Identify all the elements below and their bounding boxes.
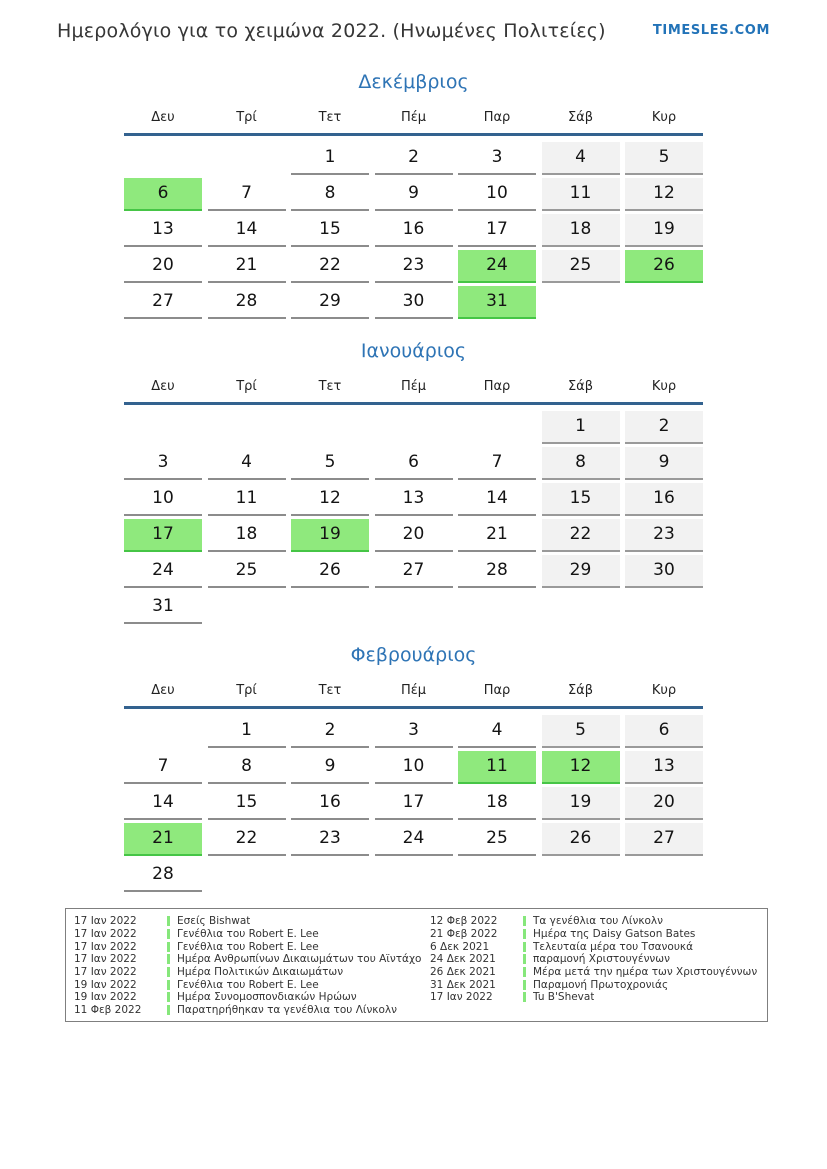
weekday-header-row — [124, 683, 703, 699]
day-cell-normal: 16 — [375, 214, 453, 247]
legend-date: 17 Ιαν 2022 — [74, 953, 137, 966]
empty-cell — [124, 142, 202, 175]
legend-holiday-title: παραμονή Χριστουγέννων — [533, 953, 670, 966]
empty-cell — [208, 591, 286, 624]
weekday-label: Τρί — [236, 683, 257, 698]
holiday-marker-icon — [523, 980, 526, 990]
weekday-header-row — [124, 110, 703, 126]
day-cell-normal: 14 — [208, 214, 286, 247]
holiday-legend — [65, 908, 768, 1022]
legend-holiday-title: Μέρα μετά την ημέρα των Χριστουγέννων — [533, 966, 758, 979]
legend-date: 12 Φεβ 2022 — [430, 915, 498, 928]
legend-holiday-title: Ημέρα Πολιτικών Δικαιωμάτων — [177, 966, 344, 979]
month-section-february — [124, 643, 703, 892]
month-section-january — [124, 339, 703, 624]
holiday-marker-icon — [167, 980, 170, 990]
day-cell-weekend: 27 — [625, 823, 703, 856]
day-cell-normal: 5 — [291, 447, 369, 480]
weekday-label: Κυρ — [651, 110, 677, 125]
day-cell-holiday: 24 — [458, 250, 536, 283]
holiday-marker-icon — [167, 967, 170, 977]
legend-holiday-title: Tu B'Shevat — [533, 991, 595, 1004]
empty-cell — [124, 411, 202, 444]
weekday-header-row — [124, 379, 703, 395]
day-cell-normal: 7 — [124, 751, 202, 784]
day-cell-normal: 3 — [375, 715, 453, 748]
empty-cell — [542, 859, 620, 892]
weekday-label: Τετ — [318, 379, 342, 394]
day-cell-normal: 26 — [291, 555, 369, 588]
month-title: Ιανουάριος — [360, 340, 467, 362]
legend-holiday-title: Τα γενέθλια του Λίνκολν — [533, 915, 664, 928]
weekday-label: Τετ — [318, 683, 342, 698]
legend-item — [74, 966, 430, 979]
weekday-label: Τρί — [236, 379, 257, 394]
legend-date: 26 Δεκ 2021 — [430, 966, 496, 979]
weekday-label: Δευ — [151, 683, 175, 698]
weekday-label: Πέμ — [400, 379, 427, 394]
empty-cell — [124, 715, 202, 748]
legend-holiday-title: Γενέθλια του Robert E. Lee — [177, 978, 319, 991]
day-cell-normal: 18 — [458, 787, 536, 820]
calendar-grid — [124, 142, 703, 319]
empty-cell — [208, 859, 286, 892]
weekday-label: Τετ — [318, 110, 342, 125]
day-cell-normal: 24 — [124, 555, 202, 588]
day-cell-normal: 20 — [124, 250, 202, 283]
empty-cell — [375, 859, 453, 892]
empty-cell — [375, 591, 453, 624]
weekday-label: Κυρ — [651, 683, 677, 698]
empty-cell — [458, 859, 536, 892]
day-cell-normal: 1 — [208, 715, 286, 748]
empty-cell — [625, 591, 703, 624]
legend-date: 17 Ιαν 2022 — [430, 991, 493, 1004]
legend-holiday-title: Εσείς Bishwat — [177, 915, 251, 928]
day-cell-holiday: 11 — [458, 751, 536, 784]
day-cell-normal: 18 — [208, 519, 286, 552]
day-cell-normal: 22 — [208, 823, 286, 856]
weekday-label: Παρ — [483, 683, 511, 698]
holiday-marker-icon — [523, 992, 526, 1002]
day-cell-normal: 14 — [458, 483, 536, 516]
legend-item — [74, 928, 430, 941]
day-cell-weekend: 15 — [542, 483, 620, 516]
day-cell-normal: 25 — [458, 823, 536, 856]
legend-holiday-title: Παρατηρήθηκαν τα γενέθλια του Λίνκολν — [177, 1004, 398, 1017]
month-title: Φεβρουάριος — [350, 644, 477, 666]
weekday-label: Σάβ — [567, 379, 594, 394]
day-cell-weekend: 8 — [542, 447, 620, 480]
legend-date: 19 Ιαν 2022 — [74, 991, 137, 1004]
legend-column-left — [74, 915, 430, 1021]
legend-holiday-title: Παραμονή Πρωτοχρονιάς — [533, 978, 669, 991]
day-cell-weekend: 9 — [625, 447, 703, 480]
day-cell-weekend: 23 — [625, 519, 703, 552]
holiday-marker-icon — [167, 992, 170, 1002]
holiday-marker-icon — [167, 929, 170, 939]
day-cell-weekend: 12 — [625, 178, 703, 211]
weekday-label: Παρ — [483, 379, 511, 394]
holiday-marker-icon — [167, 916, 170, 926]
legend-item — [430, 915, 759, 928]
day-cell-normal: 10 — [375, 751, 453, 784]
legend-item — [74, 953, 430, 966]
day-cell-weekend: 6 — [625, 715, 703, 748]
day-cell-normal: 9 — [375, 178, 453, 211]
day-cell-weekend: 13 — [625, 751, 703, 784]
day-cell-holiday: 26 — [625, 250, 703, 283]
holiday-marker-icon — [523, 942, 526, 952]
day-cell-holiday: 17 — [124, 519, 202, 552]
day-cell-normal: 1 — [291, 142, 369, 175]
day-cell-normal: 23 — [291, 823, 369, 856]
day-cell-normal: 13 — [124, 214, 202, 247]
day-cell-normal: 8 — [208, 751, 286, 784]
day-cell-weekend: 29 — [542, 555, 620, 588]
weekday-label: Τρί — [236, 110, 257, 125]
holiday-marker-icon — [167, 954, 170, 964]
day-cell-normal: 7 — [208, 178, 286, 211]
day-cell-normal: 7 — [458, 447, 536, 480]
day-cell-weekend: 1 — [542, 411, 620, 444]
day-cell-normal: 3 — [124, 447, 202, 480]
legend-item — [430, 928, 759, 941]
day-cell-normal: 15 — [291, 214, 369, 247]
page-title: Ημερολόγιο για το χειμώνα 2022. (Ηνωμένες Πολιτείες) — [57, 20, 606, 42]
day-cell-normal: 10 — [458, 178, 536, 211]
empty-cell — [291, 859, 369, 892]
header-rule — [124, 133, 703, 136]
day-cell-weekend: 16 — [625, 483, 703, 516]
empty-cell — [542, 591, 620, 624]
legend-holiday-title: Ημέρα της Daisy Gatson Bates — [533, 928, 696, 941]
legend-holiday-title: Ημέρα Συνομοσπονδιακών Ηρώων — [177, 991, 357, 1004]
day-cell-normal: 2 — [375, 142, 453, 175]
day-cell-normal: 17 — [458, 214, 536, 247]
day-cell-normal: 10 — [124, 483, 202, 516]
legend-item — [430, 991, 759, 1004]
day-cell-weekend: 4 — [542, 142, 620, 175]
weekday-label: Δευ — [151, 379, 175, 394]
page-header — [57, 20, 770, 42]
day-cell-weekend: 11 — [542, 178, 620, 211]
day-cell-normal: 21 — [208, 250, 286, 283]
day-cell-normal: 16 — [291, 787, 369, 820]
calendar-grid — [124, 411, 703, 624]
day-cell-holiday: 19 — [291, 519, 369, 552]
empty-cell — [291, 411, 369, 444]
header-rule — [124, 706, 703, 709]
empty-cell — [291, 591, 369, 624]
legend-holiday-title: Ημέρα Ανθρωπίνων Δικαιωμάτων του Αϊντάχο — [177, 953, 422, 966]
holiday-marker-icon — [523, 967, 526, 977]
day-cell-weekend: 22 — [542, 519, 620, 552]
day-cell-normal: 22 — [291, 250, 369, 283]
day-cell-normal: 28 — [208, 286, 286, 319]
legend-column-right — [430, 915, 759, 1021]
day-cell-normal: 23 — [375, 250, 453, 283]
day-cell-normal: 14 — [124, 787, 202, 820]
holiday-marker-icon — [167, 942, 170, 952]
holiday-marker-icon — [523, 929, 526, 939]
day-cell-holiday: 21 — [124, 823, 202, 856]
legend-holiday-title: Γενέθλια του Robert E. Lee — [177, 928, 319, 941]
day-cell-weekend: 25 — [542, 250, 620, 283]
month-title: Δεκέμβριος — [358, 71, 469, 93]
day-cell-normal: 13 — [375, 483, 453, 516]
weekday-label: Δευ — [151, 110, 175, 125]
day-cell-normal: 9 — [291, 751, 369, 784]
empty-cell — [625, 286, 703, 319]
header-rule — [124, 402, 703, 405]
month-section-december — [124, 70, 703, 319]
day-cell-normal: 20 — [375, 519, 453, 552]
legend-item — [74, 1004, 430, 1017]
weekday-label: Παρ — [483, 110, 511, 125]
calendar-grid — [124, 715, 703, 892]
legend-item — [430, 978, 759, 991]
day-cell-holiday: 31 — [458, 286, 536, 319]
day-cell-weekend: 2 — [625, 411, 703, 444]
legend-date: 17 Ιαν 2022 — [74, 966, 137, 979]
holiday-marker-icon — [167, 1005, 170, 1015]
day-cell-weekend: 5 — [625, 142, 703, 175]
legend-date: 24 Δεκ 2021 — [430, 953, 496, 966]
legend-holiday-title: Τελευταία μέρα του Τσανουκά — [533, 940, 694, 953]
empty-cell — [208, 142, 286, 175]
day-cell-normal: 8 — [291, 178, 369, 211]
legend-item — [74, 915, 430, 928]
empty-cell — [208, 411, 286, 444]
day-cell-normal: 17 — [375, 787, 453, 820]
day-cell-holiday: 6 — [124, 178, 202, 211]
day-cell-normal: 28 — [458, 555, 536, 588]
day-cell-normal: 11 — [208, 483, 286, 516]
holiday-marker-icon — [523, 954, 526, 964]
day-cell-weekend: 26 — [542, 823, 620, 856]
legend-holiday-title: Γενέθλια του Robert E. Lee — [177, 940, 319, 953]
day-cell-normal: 3 — [458, 142, 536, 175]
legend-item — [74, 991, 430, 1004]
weekday-label: Σάβ — [567, 683, 594, 698]
weekday-label: Πέμ — [400, 683, 427, 698]
day-cell-normal: 30 — [375, 286, 453, 319]
weekday-label: Πέμ — [400, 110, 427, 125]
weekday-label: Σάβ — [567, 110, 594, 125]
legend-item — [430, 940, 759, 953]
day-cell-normal: 6 — [375, 447, 453, 480]
legend-date: 11 Φεβ 2022 — [74, 1004, 142, 1017]
day-cell-normal: 27 — [375, 555, 453, 588]
day-cell-normal: 25 — [208, 555, 286, 588]
empty-cell — [458, 591, 536, 624]
day-cell-weekend: 18 — [542, 214, 620, 247]
day-cell-normal: 27 — [124, 286, 202, 319]
legend-date: 31 Δεκ 2021 — [430, 978, 496, 991]
legend-date: 17 Ιαν 2022 — [74, 915, 137, 928]
legend-item — [74, 940, 430, 953]
legend-item — [74, 978, 430, 991]
day-cell-normal: 4 — [208, 447, 286, 480]
day-cell-normal: 29 — [291, 286, 369, 319]
day-cell-holiday: 12 — [542, 751, 620, 784]
empty-cell — [458, 411, 536, 444]
day-cell-weekend: 19 — [625, 214, 703, 247]
legend-date: 21 Φεβ 2022 — [430, 928, 498, 941]
day-cell-normal: 12 — [291, 483, 369, 516]
legend-date: 17 Ιαν 2022 — [74, 940, 137, 953]
legend-date: 17 Ιαν 2022 — [74, 928, 137, 941]
empty-cell — [625, 859, 703, 892]
brand-link[interactable]: TIMESLES.COM — [652, 23, 770, 38]
legend-item — [430, 953, 759, 966]
legend-item — [430, 966, 759, 979]
day-cell-normal: 21 — [458, 519, 536, 552]
legend-date: 19 Ιαν 2022 — [74, 978, 137, 991]
day-cell-weekend: 19 — [542, 787, 620, 820]
day-cell-normal: 28 — [124, 859, 202, 892]
legend-date: 6 Δεκ 2021 — [430, 940, 490, 953]
day-cell-weekend: 20 — [625, 787, 703, 820]
empty-cell — [542, 286, 620, 319]
day-cell-normal: 4 — [458, 715, 536, 748]
day-cell-weekend: 5 — [542, 715, 620, 748]
day-cell-weekend: 30 — [625, 555, 703, 588]
day-cell-normal: 31 — [124, 591, 202, 624]
weekday-label: Κυρ — [651, 379, 677, 394]
holiday-marker-icon — [523, 916, 526, 926]
empty-cell — [375, 411, 453, 444]
day-cell-normal: 24 — [375, 823, 453, 856]
day-cell-normal: 2 — [291, 715, 369, 748]
day-cell-normal: 15 — [208, 787, 286, 820]
